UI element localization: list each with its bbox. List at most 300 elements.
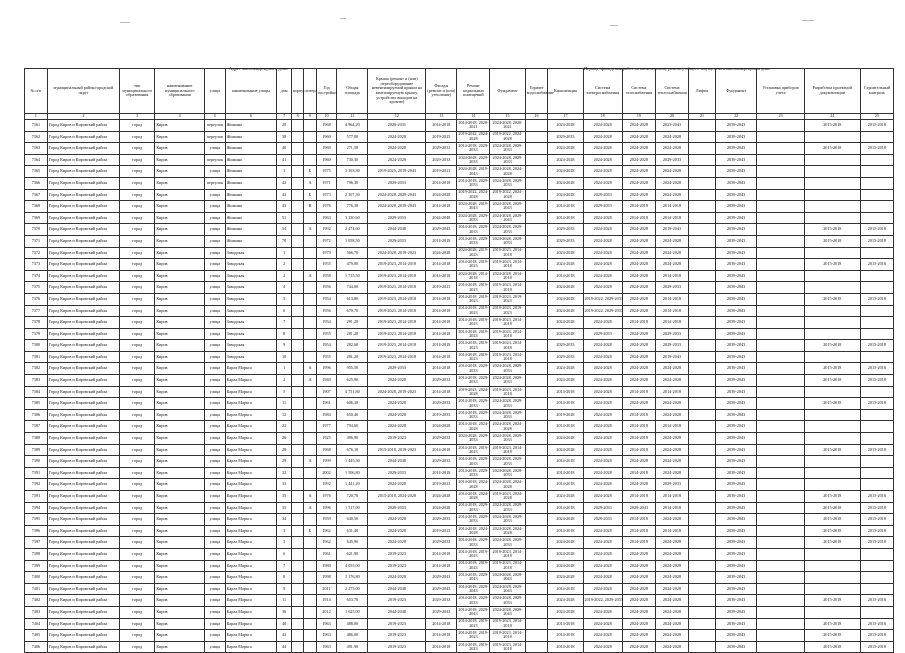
cell-korp xyxy=(291,189,303,201)
cell-c15: 2019-2023, 2014-2018 xyxy=(490,328,525,340)
cell-sk xyxy=(860,606,893,618)
column-number: 5 xyxy=(204,114,225,120)
column-header: дом xyxy=(277,69,291,114)
cell-district: Город Киров и Кировский район xyxy=(47,224,119,236)
cell-lit: А xyxy=(304,502,316,514)
cell-hw xyxy=(525,293,548,305)
cell-house: 1 xyxy=(277,166,291,178)
cell-lit xyxy=(304,212,316,224)
cell-n: 7389 xyxy=(25,444,48,456)
cell-kan: 2024-2028 xyxy=(548,166,583,178)
cell-n: 7378 xyxy=(25,317,48,329)
column-header: Фасады (ремонт и (или) утепление) xyxy=(426,69,457,114)
address-caption: Адрес многоквартирного дома xyxy=(229,66,288,71)
cell-heat: 2014-2018 xyxy=(655,201,688,213)
cell-roof: 2019-2023, 2014-2018 xyxy=(368,259,426,271)
cell-c15: 2024-2028, 2029-2043 xyxy=(490,572,525,584)
cell-st: улица xyxy=(204,375,225,387)
cell-meter xyxy=(757,548,805,560)
cell-c14: 2024-2028, 2029-2033 xyxy=(458,154,489,165)
cell-year: 1955 xyxy=(316,328,337,340)
cell-kan: 2029-2033 xyxy=(548,340,583,352)
cell-mo: Киров xyxy=(155,421,205,433)
cell-district: Город Киров и Кировский район xyxy=(47,143,119,155)
cell-mo: Киров xyxy=(155,398,205,410)
cell-lit: А xyxy=(304,375,316,387)
cell-lift xyxy=(689,398,716,410)
cell-mo: Киров xyxy=(155,270,205,282)
cell-gas: 2014-2018 xyxy=(622,514,655,526)
cell-kan: 2014-2018 xyxy=(548,212,583,224)
cell-lit: А xyxy=(304,270,316,282)
cell-korp xyxy=(291,456,303,468)
cell-roof: 2019-2023, 2014-2018 xyxy=(368,305,426,317)
cell-el: 2024-2028 xyxy=(583,363,622,375)
cell-el: 2024-2028 xyxy=(583,143,622,155)
cell-sk: 2015-2018 xyxy=(860,375,893,387)
cell-st: улица xyxy=(204,548,225,560)
cell-gas: 2024-2028 xyxy=(622,560,655,572)
cell-sk xyxy=(860,456,893,468)
cell-st: улица xyxy=(204,606,225,618)
cell-lift xyxy=(689,583,716,595)
cell-year: 1963 xyxy=(316,212,337,224)
cell-c14: 2014-2018, 2024-2028 xyxy=(458,421,489,431)
cell-roof: 2024-2028 xyxy=(368,131,426,143)
cell-mo: Киров xyxy=(155,618,205,630)
cell-area: 645,90 xyxy=(337,537,368,549)
cell-c14: 2014-2018, 2024-2028 xyxy=(458,490,489,501)
cell-kan: 2014-2018 xyxy=(548,456,583,468)
cell-roof: 2019-2023 xyxy=(368,433,426,445)
cell-type: город xyxy=(120,641,155,653)
cell-korp xyxy=(291,572,303,584)
cell-c14: 2024-2028, 2019-2043 xyxy=(458,166,489,176)
cell-gas: 2024-2028 xyxy=(622,154,655,166)
cell-el: 2019-2022, 2029-2033 xyxy=(583,595,622,607)
cell-facade: 2019-2023 xyxy=(426,282,457,294)
cell-house: 1 xyxy=(277,247,291,259)
cell-korp xyxy=(291,340,303,352)
cell-roof: 2019-2023, 2014-2018 xyxy=(368,328,426,340)
cell-district: Город Киров и Кировский район xyxy=(47,409,119,421)
cell-st: улица xyxy=(204,537,225,549)
cell-area: 491,90 xyxy=(337,641,368,653)
cell-el: 2024-2028 xyxy=(583,270,622,282)
cell-c14: 2019-2022, 2024-2028 xyxy=(458,189,489,199)
cell-c14: 2014-2018, 2019-2023 xyxy=(458,282,489,292)
cell-sk xyxy=(860,560,893,572)
cell-meter xyxy=(757,433,805,445)
cell-gas: 2014-2018 xyxy=(622,467,655,479)
cell-c14: 2024-2028, 2019-2043 xyxy=(458,201,489,211)
cell-street: Заводская xyxy=(225,270,277,282)
cell-heat: 2024-2028 xyxy=(655,444,688,456)
cell-sk xyxy=(860,189,893,201)
cell-roof: 2024-2028, 2019-2023 xyxy=(368,386,426,398)
cell-lit xyxy=(304,583,316,595)
cell-heat: 2023-2043 xyxy=(655,120,688,132)
cell-korp xyxy=(291,467,303,479)
cell-house: 8 xyxy=(277,572,291,584)
cell-lit xyxy=(304,340,316,352)
cell-type: город xyxy=(120,630,155,642)
cell-house: 35 xyxy=(277,491,291,503)
cell-area: 640,50 xyxy=(337,514,368,526)
cell-house: 36 xyxy=(277,606,291,618)
cell-lit xyxy=(304,606,316,618)
cell-lit xyxy=(304,305,316,317)
cell-st: улица xyxy=(204,363,225,375)
cell-st: улица xyxy=(204,189,225,201)
cell-korp xyxy=(291,479,303,491)
cell-year: 1961 xyxy=(316,548,337,560)
cell-year: 1956 xyxy=(316,282,337,294)
cell-hw xyxy=(525,212,548,224)
cell-area: 631,40 xyxy=(337,525,368,537)
cell-roof: 2020-2031 xyxy=(368,120,426,132)
cell-mo: Киров xyxy=(155,247,205,259)
cell-korp xyxy=(291,131,303,143)
cell-st: улица xyxy=(204,560,225,572)
cell-sk xyxy=(860,305,893,317)
cell-c14: 2014-2018, 2019-2023 xyxy=(458,328,489,338)
cell-korp xyxy=(291,525,303,537)
cell-gas: 2024-2028 xyxy=(622,595,655,607)
cell-hw xyxy=(525,467,548,479)
cell-facade: 2014-2018 xyxy=(426,328,457,340)
cell-heat: 2024-2028 xyxy=(655,433,688,445)
cell-st: улица xyxy=(204,595,225,607)
cell-year: 1960 xyxy=(316,143,337,155)
cell-year: 1984 xyxy=(316,409,337,421)
cell-lift xyxy=(689,525,716,537)
cell-area: 796,30 xyxy=(337,177,368,189)
cell-mo: Киров xyxy=(155,433,205,445)
cell-heat: 2019-2043 xyxy=(655,224,688,236)
cell-korp xyxy=(291,595,303,607)
cell-gas: 2014-2018 xyxy=(622,444,655,456)
cell-st: улица xyxy=(204,143,225,155)
cell-st: улица xyxy=(204,456,225,468)
cell-lit xyxy=(304,479,316,491)
cell-pd xyxy=(804,131,860,143)
cell-type: город xyxy=(120,444,155,456)
cell-c15: 2024-2028, 2029-2033 xyxy=(490,433,525,445)
cell-fund: 2039-2043 xyxy=(715,143,756,155)
cell-mo: Киров xyxy=(155,224,205,236)
cell-n: 7369 xyxy=(25,212,48,224)
cell-year: 1954 xyxy=(316,340,337,352)
cell-house: 41 xyxy=(277,154,291,166)
cell-heat: 2024-2028 xyxy=(655,537,688,549)
cell-gas: 2014-2018 xyxy=(622,525,655,537)
cell-n: 7379 xyxy=(25,328,48,340)
cell-korp xyxy=(291,386,303,398)
cell-type: город xyxy=(120,375,155,387)
cell-type: город xyxy=(120,235,155,247)
cell-roof: 2019-2023 xyxy=(368,618,426,630)
cell-el: 2024-2028 xyxy=(583,166,622,178)
cell-year: 1979 xyxy=(316,247,337,259)
cell-el: 2024-2028 xyxy=(583,479,622,491)
cell-house: 11 xyxy=(277,398,291,410)
cell-year: 1960 xyxy=(316,154,337,166)
cell-meter xyxy=(757,630,805,642)
cell-sk: 2015-2018 xyxy=(860,340,893,352)
cell-c15: 2019-2023, 2014-2018 xyxy=(490,560,525,572)
cell-pd xyxy=(804,467,860,479)
cell-street: Карла Маркса xyxy=(225,375,277,387)
cell-sk xyxy=(860,328,893,340)
cell-c14: 2014-2018, 2019-2023 xyxy=(458,630,489,640)
cell-c14: 2014-2018, 2019-2023 xyxy=(458,340,489,350)
cell-mo: Киров xyxy=(155,340,205,352)
cell-st: улица xyxy=(204,259,225,271)
cell-facade: 2014-2018 xyxy=(426,363,457,375)
cell-facade: 2029-2031 xyxy=(426,143,457,155)
cell-n: 7398 xyxy=(25,548,48,560)
cell-lift xyxy=(689,421,716,433)
cell-meter xyxy=(757,177,805,189)
cell-pd xyxy=(804,560,860,572)
cell-meter xyxy=(757,618,805,630)
cell-lit xyxy=(304,259,316,271)
cell-hw xyxy=(525,247,548,259)
cell-lit xyxy=(304,247,316,259)
cell-meter xyxy=(757,270,805,282)
cell-kan: 2024-2028 xyxy=(548,177,583,189)
cell-st: улица xyxy=(204,444,225,456)
cell-hw xyxy=(525,189,548,201)
table-row xyxy=(25,467,894,479)
cell-c15: 2024-2028, 2020-2021 xyxy=(490,120,525,132)
cell-lit xyxy=(304,560,316,572)
cell-street: Карла Маркса xyxy=(225,491,277,503)
cell-kan: 2024-2028 xyxy=(548,606,583,618)
cell-hw xyxy=(525,166,548,178)
cell-street: Жижина xyxy=(225,143,277,155)
cell-c15: 2024-2028, 2029-2033 xyxy=(490,363,525,375)
cell-pd xyxy=(804,583,860,595)
cell-lift xyxy=(689,618,716,630)
cell-c14: 2019-2022, 2024-2028 xyxy=(458,131,489,141)
cell-meter xyxy=(757,456,805,468)
cell-fund: 2039-2043 xyxy=(715,351,756,363)
cell-facade: 2014-2018 xyxy=(426,120,457,132)
cell-facade: 2029-2043 xyxy=(426,224,457,236)
cell-n: 7367 xyxy=(25,189,48,201)
cell-heat: 2029-2033 xyxy=(655,154,688,166)
cell-lit xyxy=(304,143,316,155)
cell-sk: 2015-2018 xyxy=(860,618,893,630)
cell-area: 282,60 xyxy=(337,340,368,352)
cell-gas: 2024-2028 xyxy=(622,351,655,363)
cell-lift xyxy=(689,479,716,491)
cell-st: улица xyxy=(204,421,225,433)
cell-district: Город Киров и Кировский район xyxy=(47,398,119,410)
cell-district: Город Киров и Кировский район xyxy=(47,444,119,456)
cell-fund: 2039-2043 xyxy=(715,328,756,340)
cell-lift xyxy=(689,328,716,340)
cell-fund: 2039-2043 xyxy=(715,525,756,537)
cell-type: город xyxy=(120,456,155,468)
cell-house: 1 xyxy=(277,363,291,375)
table-row xyxy=(25,548,894,560)
cell-house: 12 xyxy=(277,409,291,421)
cell-year: 1977 xyxy=(316,421,337,433)
cell-roof: 2024-2028 xyxy=(368,525,426,537)
cell-kan: 2014-2018 xyxy=(548,270,583,282)
column-header: муниципальный район/городской округ xyxy=(47,69,119,114)
cell-district: Город Киров и Кировский район xyxy=(47,340,119,352)
cell-roof: 2024-2028, 2019-2023 xyxy=(368,247,426,259)
cell-sk xyxy=(860,351,893,363)
cell-mo: Киров xyxy=(155,317,205,329)
cell-roof: 2019-2023 xyxy=(368,595,426,607)
cell-lift xyxy=(689,131,716,143)
cell-hw xyxy=(525,409,548,421)
cell-heat: 2024-2028 xyxy=(655,560,688,572)
cell-area: 488,00 xyxy=(337,618,368,630)
cell-el: 2024-2028 xyxy=(583,212,622,224)
cell-kan: 2024-2028 xyxy=(548,560,583,572)
cell-c14: 2014-2018, 2019-2023 xyxy=(458,641,489,652)
cell-gas: 2024-2028 xyxy=(622,131,655,143)
cell-district: Город Киров и Кировский район xyxy=(47,189,119,201)
cell-fund: 2039-2043 xyxy=(715,131,756,143)
cell-facade: 2014-2018 xyxy=(426,548,457,560)
cell-el: 2024-2028 xyxy=(583,177,622,189)
cell-gas: 2024-2028 xyxy=(622,641,655,653)
cell-el: 2024-2028 xyxy=(583,409,622,421)
cell-sk xyxy=(860,131,893,143)
cell-mo: Киров xyxy=(155,467,205,479)
cell-pd: 2015-2018 xyxy=(804,525,860,537)
cell-korp xyxy=(291,641,303,653)
cell-house: 8 xyxy=(277,328,291,340)
cell-district: Город Киров и Кировский район xyxy=(47,630,119,642)
cell-hw xyxy=(525,421,548,433)
cell-c14: 2019-2023, 2024-2028 xyxy=(458,386,489,396)
column-number: 17 xyxy=(548,114,583,120)
cell-st: улица xyxy=(204,583,225,595)
cell-year: 1976 xyxy=(316,201,337,213)
cell-hw xyxy=(525,641,548,653)
cell-meter xyxy=(757,641,805,653)
column-number: 22 xyxy=(715,114,756,120)
cell-korp xyxy=(291,177,303,189)
table-row xyxy=(25,143,894,155)
cell-st: улица xyxy=(204,317,225,329)
cell-st: улица xyxy=(204,386,225,398)
cell-district: Город Киров и Кировский район xyxy=(47,606,119,618)
cell-area: 496,90 xyxy=(337,433,368,445)
cell-c14: 2014-2018, 2019-2023 xyxy=(458,316,489,327)
cell-roof: 2044-2048 xyxy=(368,456,426,468)
cell-hw xyxy=(525,177,548,189)
cell-fund: 2039-2043 xyxy=(715,154,756,166)
cell-hw xyxy=(525,502,548,514)
cell-meter xyxy=(757,467,805,479)
cell-pd xyxy=(804,282,860,294)
table-row xyxy=(25,514,894,526)
cell-district: Город Киров и Кировский район xyxy=(47,201,119,213)
cell-lift xyxy=(689,259,716,271)
cell-sk: 2015-2018 xyxy=(860,502,893,514)
cell-roof: 2024-2028 xyxy=(368,421,426,433)
cell-kan: 2014-2018 xyxy=(548,525,583,537)
cell-st: улица xyxy=(204,305,225,317)
cell-st: улица xyxy=(204,525,225,537)
cell-lit xyxy=(304,317,316,329)
cell-meter xyxy=(757,398,805,410)
cell-roof: 2019-2023 xyxy=(368,548,426,560)
cell-korp xyxy=(291,630,303,642)
cell-fund: 2039-2043 xyxy=(715,572,756,584)
column-number: 24 xyxy=(804,114,860,120)
cell-lift xyxy=(689,409,716,421)
cell-meter xyxy=(757,340,805,352)
column-number: 12 xyxy=(368,114,426,120)
cell-district: Город Киров и Кировский район xyxy=(47,154,119,166)
cell-district: Город Киров и Кировский район xyxy=(47,548,119,560)
cell-c14: 2014-2018, 2029-2033 xyxy=(458,537,489,547)
cell-heat: 2024-2028 xyxy=(655,630,688,642)
cell-gas: 2024-2028 xyxy=(622,224,655,236)
cell-district: Город Киров и Кировский район xyxy=(47,514,119,526)
table-row xyxy=(25,317,894,329)
cell-roof: 2044-2048 xyxy=(368,583,426,595)
cell-area: 606,30 xyxy=(337,398,368,410)
cell-roof: 2024-2028, 2029-2043 xyxy=(368,189,426,201)
cell-heat: 2024-2028 xyxy=(655,595,688,607)
cell-c14: 2014-2018, 2029-2043 xyxy=(458,583,489,594)
cell-hw xyxy=(525,606,548,618)
cell-facade: 2029-2033 xyxy=(426,514,457,526)
cell-korp xyxy=(291,224,303,236)
cell-street: Жижина xyxy=(225,166,277,178)
cell-meter xyxy=(757,305,805,317)
cell-meter xyxy=(757,259,805,271)
cell-type: город xyxy=(120,467,155,479)
cell-pd: 2015-2018 xyxy=(804,641,860,653)
cell-c15: 2019-2023, 2014-2018 xyxy=(490,317,525,329)
cell-fund: 2039-2043 xyxy=(715,259,756,271)
cell-lit: Б xyxy=(304,166,316,178)
cell-lit xyxy=(304,433,316,445)
cell-c15: 2024-2028, 2029-2033 xyxy=(490,177,525,189)
cell-kan: 2014-2018 xyxy=(548,398,583,410)
cell-el: 2024-2028 xyxy=(583,641,622,653)
cell-n: 7380 xyxy=(25,340,48,352)
cell-fund: 2039-2043 xyxy=(715,363,756,375)
cell-district: Город Киров и Кировский район xyxy=(47,618,119,630)
cell-house: 40 xyxy=(277,143,291,155)
cell-area: 720,70 xyxy=(337,491,368,503)
cell-facade: 2019-2023 xyxy=(426,479,457,491)
cell-type: город xyxy=(120,491,155,503)
cell-roof: 2024-2028 xyxy=(368,514,426,526)
cell-type: город xyxy=(120,560,155,572)
table-row xyxy=(25,120,894,132)
cell-house: 22 xyxy=(277,421,291,433)
cell-street: Карла Маркса xyxy=(225,537,277,549)
cell-facade: 2014-2018 xyxy=(426,177,457,189)
cell-year: 1971 xyxy=(316,177,337,189)
cell-area: 621,90 xyxy=(337,548,368,560)
cell-street: Жижина xyxy=(225,177,277,189)
